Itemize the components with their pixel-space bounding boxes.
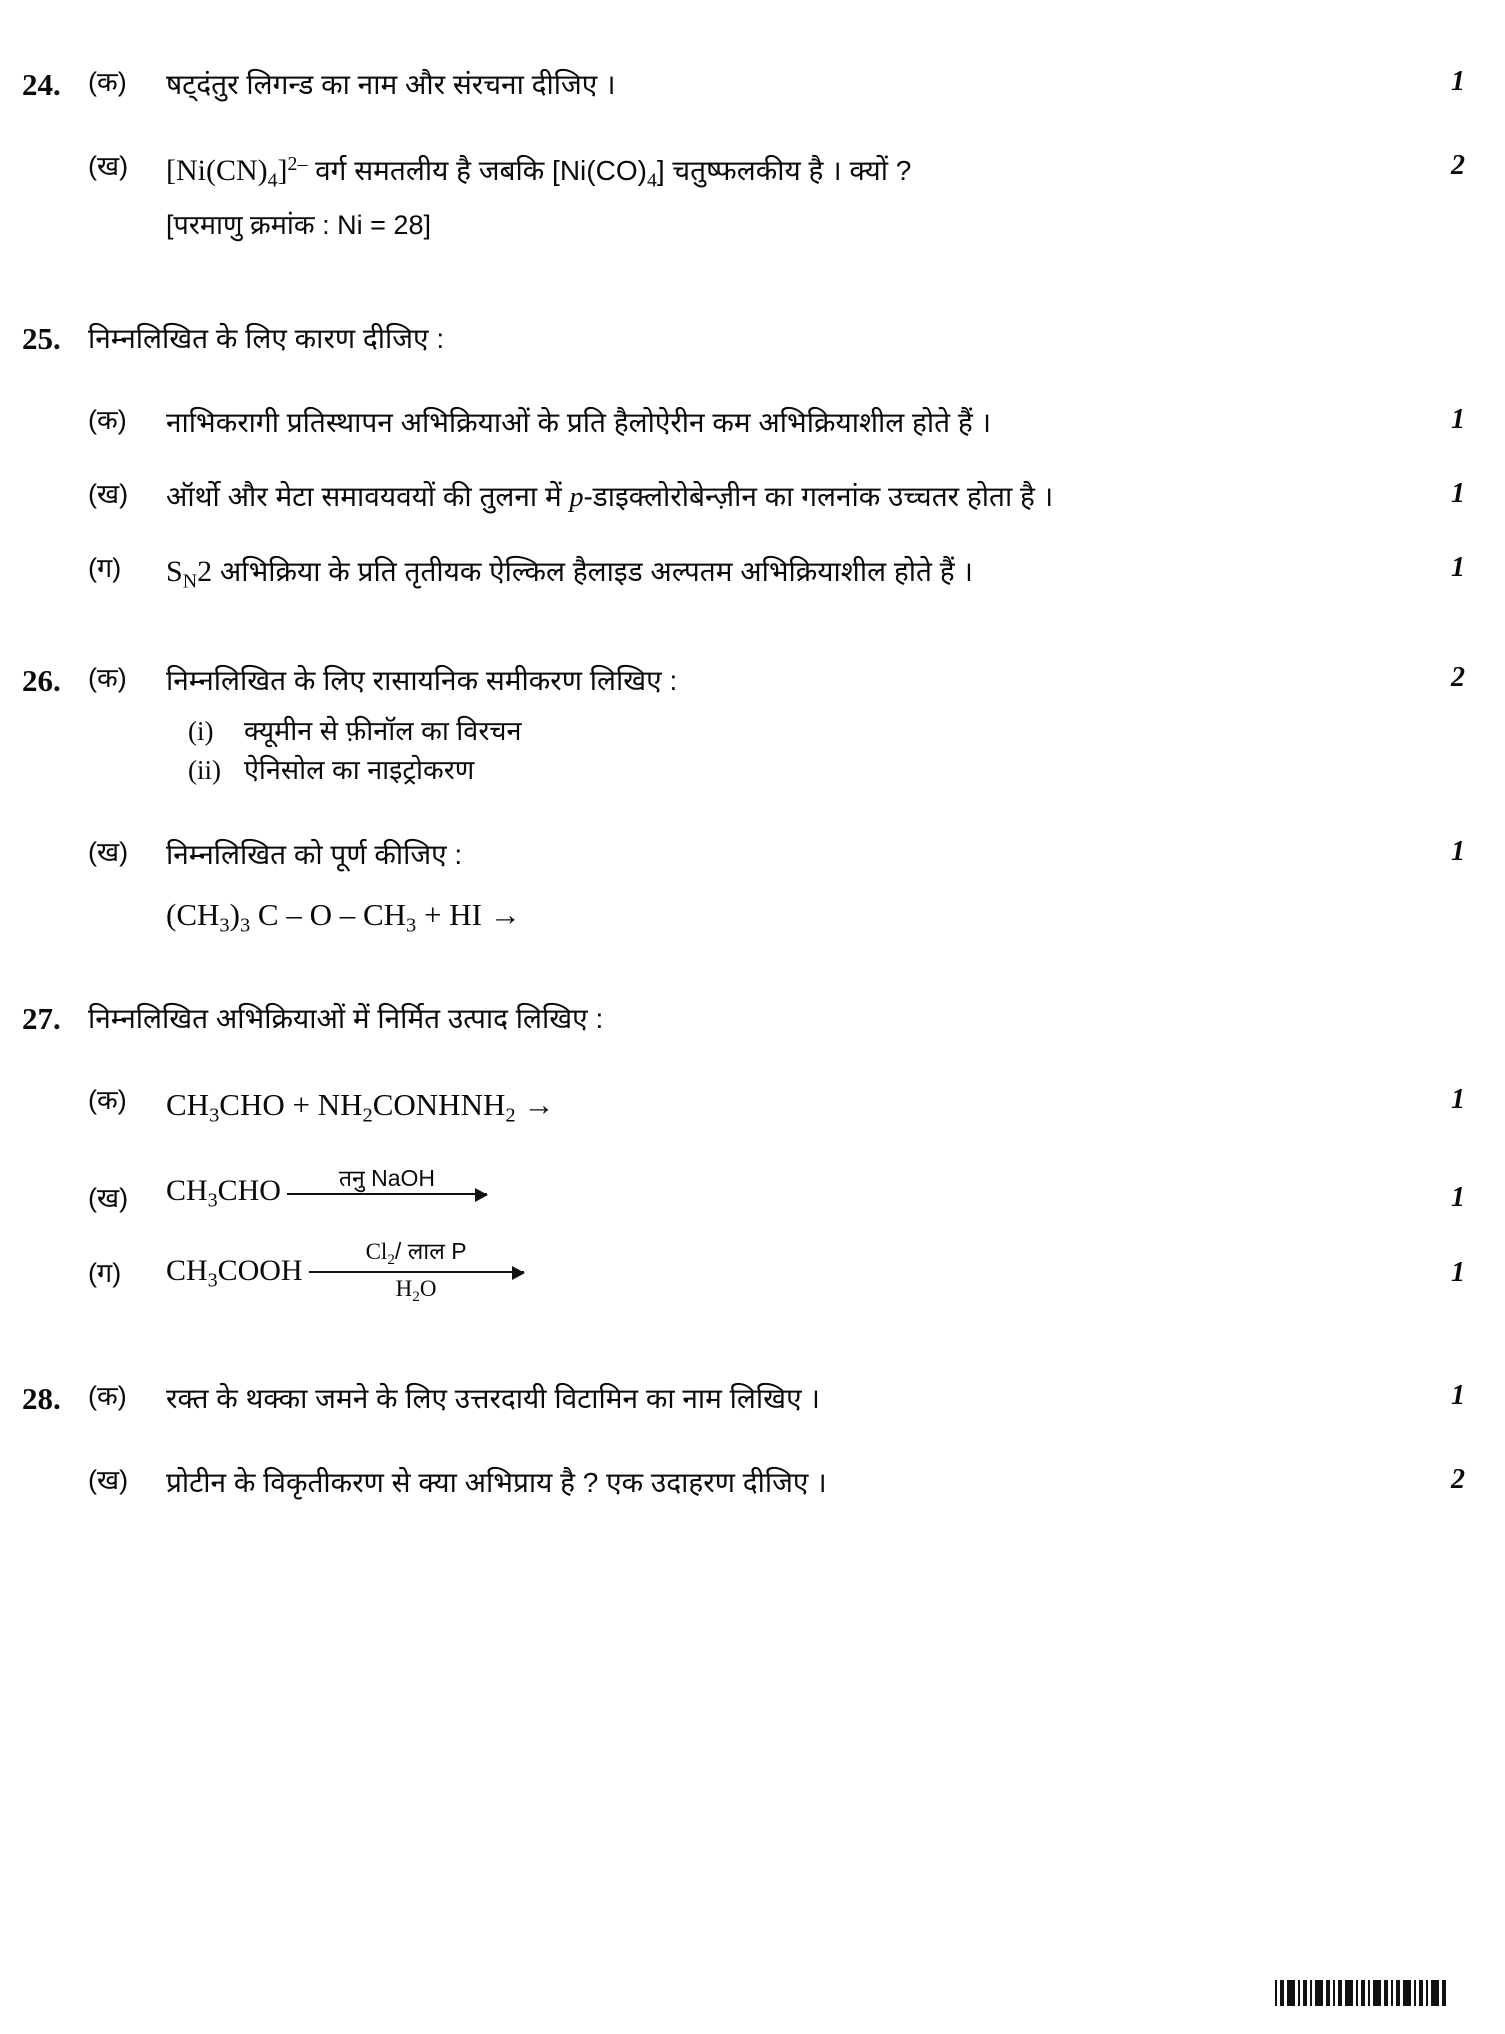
- reaction-arrow: [309, 1239, 524, 1305]
- reactant-subscript: 3: [207, 1269, 218, 1292]
- marks-value: 1: [1451, 1181, 1465, 1213]
- formula-segment: [Ni(CN): [166, 153, 268, 187]
- part-text: [166, 552, 1415, 595]
- question-row: [0, 1464, 1505, 1502]
- sn-subscript: N: [182, 570, 198, 593]
- part-text: नाभिकरागी प्रतिस्थापन अभिक्रियाओं के प्रति हैलोऐरीन कम अभिक्रियाशील होते हैं ।: [166, 406, 992, 438]
- reagent-subscript: 2: [387, 1251, 395, 1269]
- part-label: (क): [88, 404, 127, 435]
- equation-subscript: 3: [239, 914, 251, 937]
- reagent-subscript: 2: [412, 1287, 420, 1305]
- roman-label: (i): [188, 715, 214, 746]
- part-label: (ग): [88, 553, 122, 584]
- part-text: प्रोटीन के विकृतीकरण से क्या अभिप्राय है ? एक उदाहरण दीजिए ।: [166, 1466, 827, 1498]
- question-number: 26.: [22, 663, 61, 698]
- question-block-28: [0, 1380, 1505, 1502]
- part-stem: निम्नलिखित के लिए रासायनिक समीकरण लिखिए :: [166, 665, 678, 696]
- part-text: [166, 478, 1415, 517]
- formula-superscript: 2–: [287, 152, 308, 175]
- marks-value: 2: [1451, 1463, 1465, 1495]
- reactant: [166, 1251, 303, 1294]
- question-stem: निम्नलिखित अभिक्रियाओं में निर्मित उत्पाद लिखिए :: [88, 1003, 604, 1034]
- roman-text: ऐनिसोल का नाइट्रोकरण: [244, 754, 475, 785]
- question-row: [0, 404, 1505, 442]
- reaction-scheme: [166, 1166, 1415, 1219]
- question-row: [0, 1166, 1505, 1219]
- chemical-equation: [166, 1084, 1415, 1130]
- question-number: 25.: [22, 321, 61, 356]
- question-row: [0, 836, 1505, 940]
- marks-value: 1: [1451, 403, 1465, 435]
- question-number: 24.: [22, 67, 61, 102]
- roman-text: क्यूमीन से फ़ीनॉल का विरचन: [244, 715, 522, 746]
- text-segment: ऑर्थो और मेटा समावयवयों की तुलना में: [166, 480, 570, 512]
- equation-segment: ): [229, 896, 240, 932]
- reaction-arrow: [287, 1166, 487, 1219]
- part-label: (ग): [88, 1258, 122, 1289]
- part-text: [166, 150, 1415, 243]
- equation-segment: CHO + NH: [219, 1086, 363, 1122]
- equation-segment: + HI →: [416, 896, 521, 932]
- equation-subscript: 2: [505, 1104, 516, 1127]
- reagent-above: तनु NaOH: [338, 1164, 435, 1191]
- equation-segment: C – O – CH: [250, 896, 407, 932]
- part-label: (क): [88, 1381, 127, 1411]
- part-label: (ख): [88, 837, 129, 868]
- reaction-row: [166, 1239, 1415, 1305]
- sub-item: [166, 712, 1415, 751]
- question-stem: निम्नलिखित के लिए कारण दीजिए :: [88, 323, 445, 354]
- formula-text: वर्ग समतलीय है जबकि [Ni(CO): [307, 154, 647, 186]
- formula-subscript: 4: [267, 169, 278, 192]
- part-label: (क): [88, 67, 127, 97]
- roman-label: (ii): [188, 754, 221, 785]
- formula-text: ] चतुष्फलकीय है । क्यों ?: [656, 154, 912, 186]
- reagent-segment: Cl: [365, 1239, 388, 1265]
- atomic-number-text: [परमाणु क्रमांक : Ni = 28]: [166, 209, 431, 240]
- part-label: (ख): [88, 1464, 129, 1495]
- atomic-number-note: [166, 207, 1415, 243]
- equation-segment: CH: [166, 1086, 210, 1122]
- marks-value: 1: [1451, 1380, 1465, 1411]
- marks-value: 2: [1451, 662, 1465, 693]
- question-row: [0, 478, 1505, 517]
- marks-value: 1: [1451, 552, 1465, 584]
- question-stem-row: [0, 320, 1505, 358]
- part-label: (ख): [88, 1182, 129, 1213]
- part-text: [166, 662, 1415, 790]
- part-label: (ख): [88, 150, 129, 181]
- question-block-25: [0, 320, 1505, 596]
- reagent-segment: O: [419, 1275, 437, 1301]
- marks-value: 2: [1451, 149, 1465, 181]
- arrow-line: [309, 1271, 524, 1273]
- part-text: षट्दंतुर लिगन्ड का नाम और संरचना दीजिए ।: [166, 69, 616, 100]
- question-block-27: [0, 1000, 1505, 1305]
- part-text: रक्त के थक्का जमने के लिए उत्तरदायी विटामिन का नाम लिखिए ।: [166, 1383, 820, 1414]
- question-row: [0, 662, 1505, 790]
- reactant-segment: CHO: [217, 1174, 281, 1208]
- page-barcode: [1275, 1978, 1449, 2008]
- sub-item: [166, 751, 1415, 790]
- text-segment: -डाइक्लोरोबेन्ज़ीन का गलनांक उच्चतर होता है ।: [583, 480, 1054, 512]
- marks-value: 1: [1451, 477, 1465, 509]
- part-label: (क): [88, 1084, 127, 1115]
- reagent-segment: / लाल P: [394, 1238, 467, 1265]
- formula-line: [166, 150, 1415, 195]
- question-row: [0, 150, 1505, 243]
- sn-symbol: S: [166, 555, 183, 589]
- reactant-segment: COOH: [217, 1253, 303, 1287]
- part-label: (ख): [88, 478, 129, 509]
- formula-bracket: ]: [277, 153, 288, 187]
- question-row: [0, 1084, 1505, 1130]
- formula-subscript: 4: [646, 169, 657, 192]
- equation-subscript: 3: [219, 914, 230, 937]
- equation-subscript: 3: [406, 914, 417, 937]
- marks-value: 1: [1451, 1257, 1465, 1289]
- question-number: 27.: [22, 1001, 61, 1036]
- reactant-segment: CH: [166, 1253, 208, 1287]
- text-segment: अभिक्रिया के प्रति तृतीयक ऐल्किल हैलाइड अल्पतम अभिक्रियाशील होते हैं ।: [212, 556, 973, 588]
- equation-subscript: 2: [362, 1104, 373, 1127]
- reaction-row: [166, 1166, 1415, 1219]
- question-row: [0, 1239, 1505, 1305]
- arrow-line: [287, 1193, 487, 1195]
- marks-value: 1: [1451, 836, 1465, 868]
- marks-value: 1: [1451, 1083, 1465, 1115]
- part-label: (क): [88, 663, 127, 693]
- equation-segment: (CH: [166, 896, 220, 932]
- question-block-24: [0, 66, 1505, 243]
- question-row: [0, 552, 1505, 595]
- question-block-26: [0, 662, 1505, 940]
- question-row: [0, 66, 1505, 104]
- question-row: [0, 1380, 1505, 1418]
- reagent-above: [366, 1239, 467, 1269]
- part-text: [166, 836, 1415, 940]
- reaction-scheme: [166, 1239, 1415, 1305]
- equation-subscript: 3: [209, 1104, 220, 1127]
- reactant: [166, 1171, 281, 1214]
- equation-segment: CONHNH: [372, 1086, 506, 1122]
- reagent-segment: H: [395, 1275, 413, 1301]
- chemical-equation: [166, 894, 1415, 940]
- reactant-subscript: 3: [207, 1189, 218, 1212]
- isomer-prefix: p: [569, 481, 584, 513]
- question-stem-row: [0, 1000, 1505, 1038]
- marks-value: 1: [1451, 66, 1465, 97]
- sn-order: 2: [197, 555, 213, 589]
- reagent-below: [396, 1276, 437, 1306]
- equation-segment: →: [515, 1086, 555, 1122]
- reactant-segment: CH: [166, 1174, 208, 1208]
- question-number: 28.: [22, 1381, 61, 1416]
- part-stem: निम्नलिखित को पूर्ण कीजिए :: [166, 839, 463, 871]
